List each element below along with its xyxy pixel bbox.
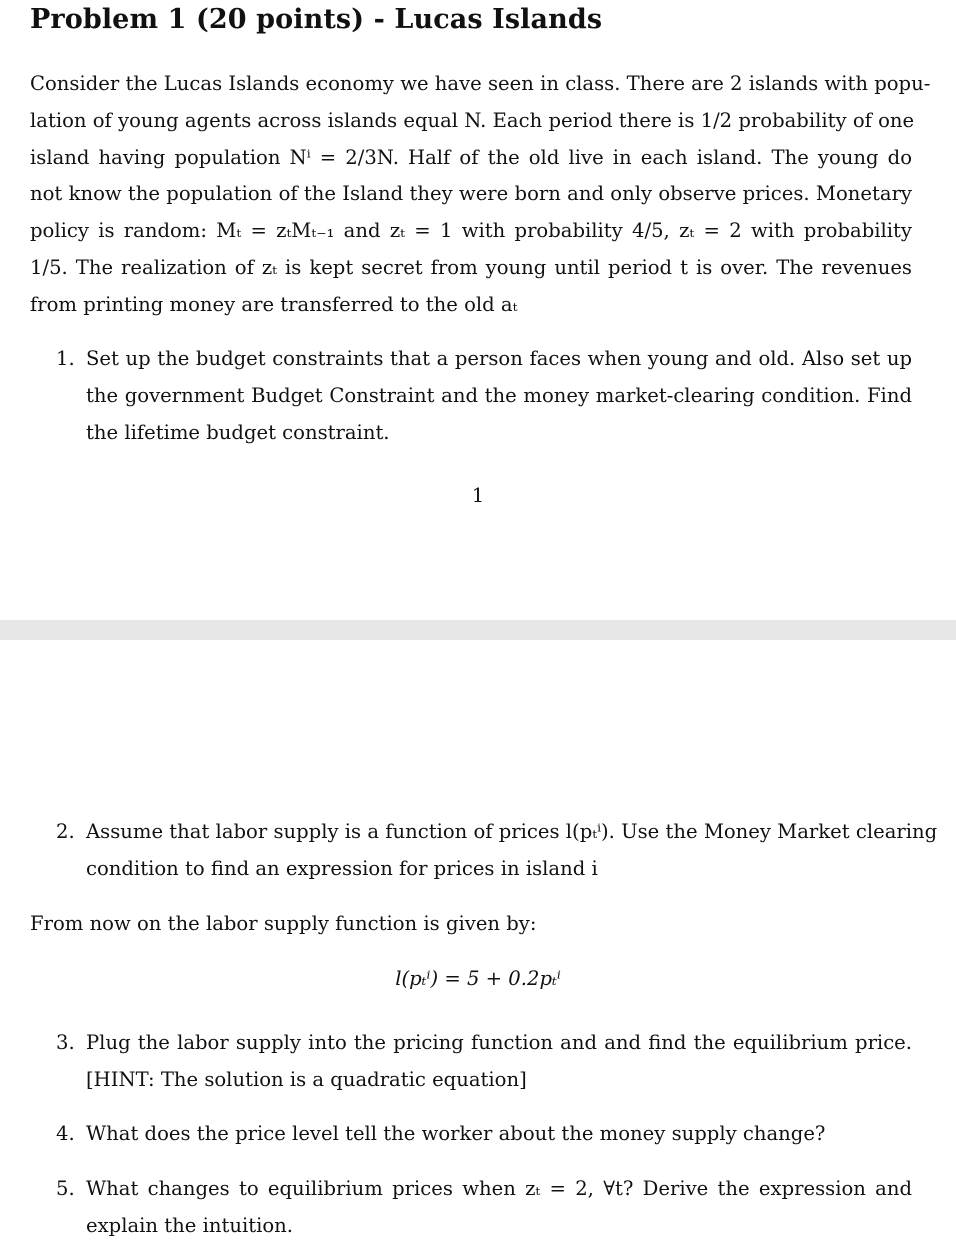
intro-line: not know the population of the Island they were born and only observe prices. Monetary [30,182,912,206]
question-number: 4. [56,1122,75,1145]
question-number: 1. [56,347,75,370]
intro-line: Consider the Lucas Islands economy we have seen in class. There are 2 islands with popu- [30,72,931,95]
question-number: 3. [56,1031,75,1054]
question-text [86,814,938,888]
question-line: Plug the labor supply into the pricing function and and find the equilibrium price. [86,1031,912,1054]
question-line: condition to find an expression for prices in island i [86,856,598,880]
intro-line: policy is random: Mₜ = zₜMₜ₋₁ and zₜ = 1 with probability 4/5, zₜ = 2 with probability [30,219,912,243]
question-text [86,1171,912,1245]
page-separator [0,620,956,640]
question-text [86,1025,912,1099]
labor-intro-text: From now on the labor supply function is given by: [30,912,537,935]
question-line: the government Budget Constraint and the money market-clearing condition. Find [86,383,912,407]
problem-title: Problem 1 (20 points) - Lucas Islands [30,4,603,35]
question-text [86,341,912,451]
page-1 [0,0,956,620]
question-line: Assume that labor supply is a function of prices l(pₜⁱ). Use the Money Market clearing [86,820,938,843]
intro-paragraph [30,66,931,324]
question-line: What does the price level tell the worker about the money supply change? [86,1122,826,1145]
page-2 [0,640,956,1256]
question-number: 2. [56,820,75,843]
question-text [86,1116,912,1153]
labor-intro [30,906,912,943]
question-line: Set up the budget constraints that a person faces when young and old. Also set up [86,347,912,370]
question-line: What changes to equilibrium prices when zₜ = 2, ∀t? Derive the expression and [86,1177,912,1200]
question-line: [HINT: The solution is a quadratic equation] [86,1067,527,1091]
question-line: explain the intuition. [86,1213,293,1237]
question-line: the lifetime budget constraint. [86,420,390,444]
intro-line: island having population Nⁱ = 2/3N. Half of the old live in each island. The young do [30,145,912,169]
question-number: 5. [56,1177,75,1200]
intro-line: 1/5. The realization of zₜ is kept secret from young until period t is over. The revenues [30,255,912,279]
labor-supply-equation: l(pₜⁱ) = 5 + 0.2pₜⁱ [395,967,561,990]
page-number: 1 [471,484,485,507]
intro-line: from printing money are transferred to the old aₜ [30,292,518,316]
intro-line: lation of young agents across islands equal N. Each period there is 1/2 probability of one [30,108,915,132]
